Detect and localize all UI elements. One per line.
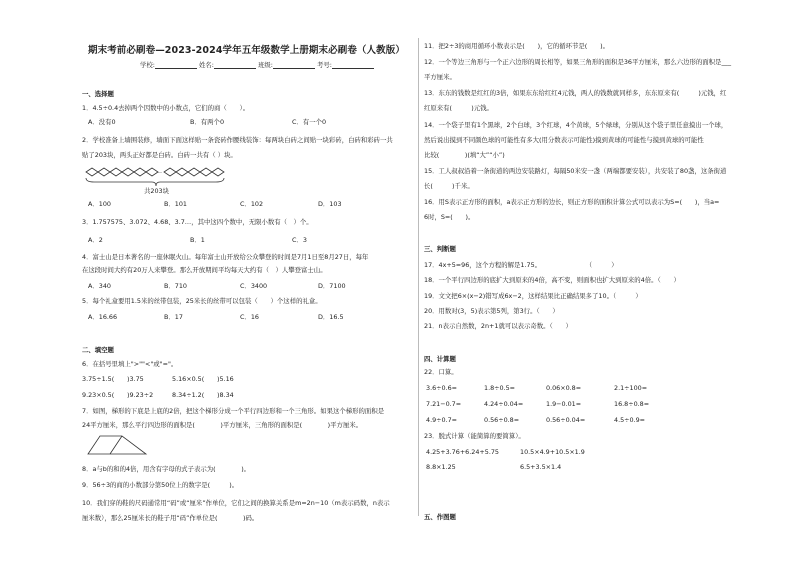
name-field[interactable]	[214, 68, 256, 69]
section-draw: 五、作图题	[424, 513, 456, 521]
school-field[interactable]	[155, 68, 197, 69]
q4-option-d: D．7100	[318, 282, 346, 290]
question-1: 1．4.5÷0.4去掉两个因数中的小数点，它们的商（ ）。	[82, 104, 250, 112]
q23-item: 4.25+3.76+6.24+5.75	[426, 448, 499, 456]
name-label: 姓名:	[198, 61, 214, 69]
question-14-line3: 比较( )(填“大”“小”)	[424, 151, 505, 159]
question-13-line2: 红原来有( )元钱。	[424, 104, 493, 112]
question-12-line2: 平方厘米。	[424, 73, 456, 81]
question-7-line2: 24平方厘米，那么平行四边形的面积是( )平方厘米，三角形的面积是( )平方厘米。	[82, 421, 363, 429]
q4-option-b: B．710	[164, 282, 187, 290]
question-16-line2: 6时，S=( )。	[424, 213, 475, 221]
question-5: 5．每个礼盒要用1.5米的丝带包装，25米长的丝带可以包装（ ）个这样的礼盒。	[82, 297, 322, 305]
q3-option-a: A．2	[88, 236, 103, 244]
q22-item: 16.8÷0.8=	[614, 400, 650, 408]
q22-item: 4.5÷0.9=	[614, 416, 646, 424]
question-2-line1: 2．学校准备上墙围装修，墙面下面这样贴一条瓷砖作腰线装饰：每两块白砖之间贴一块彩砖，白砖和彩砖一共	[82, 136, 393, 144]
question-4-line2: 在这段时间大约有20万人来攀登。那么开放期间平均每天大约有（ ）人攀登富士山。	[82, 266, 327, 274]
question-21: 21．n表示自然数，2n+1就可以表示奇数。（ ）	[424, 322, 572, 330]
q5-option-b: B．17	[164, 313, 183, 321]
q2-option-a: A．100	[88, 200, 111, 208]
question-7-line1: 7．如图，梯形的下底是上底的2倍，把这个梯形分成一个平行四边形和一个三角形。如果这个梯形的面积是	[82, 407, 385, 415]
question-17: 17．4x+5=96，这个方程的解是1.75。 （ ）	[424, 261, 618, 269]
section-fill: 二、填空题	[82, 346, 114, 354]
question-6: 6．在括号里填上">""<"或"="。	[82, 360, 178, 368]
class-label: 班级:	[257, 61, 273, 69]
question-15-line2: 长( )千米。	[424, 182, 474, 190]
question-2-line2: 贴了203块，两头正好都是白砖。白砖一共有（ ）块。	[82, 151, 237, 159]
q2-option-d: D．103	[318, 200, 342, 208]
q23-item: 8.8×1.25	[426, 463, 456, 471]
question-12-line1: 12．一个等边三角形与一个正六边形的周长相等，如果三角形的面积是36平方厘米，那么六边形的面积是___	[424, 58, 732, 66]
q22-item: 1.8÷0.5=	[484, 384, 516, 392]
q5-option-c: C．16	[240, 313, 259, 321]
svg-text:…: …	[156, 168, 162, 175]
q1-option-c: C．有一个0	[292, 118, 327, 126]
q2-caption: 共203块	[144, 187, 169, 195]
question-18: 18．一个平行四边形的底扩大到原来的4倍，高不变，则面积也扩大到原来的4倍。（ ）	[424, 276, 680, 284]
q22-item: 0.56÷0.04=	[546, 416, 586, 424]
section-calc: 四、计算题	[424, 355, 456, 363]
school-label: 学校:	[140, 61, 155, 69]
trapezoid-diagram	[86, 434, 150, 456]
q1-option-a: A．没有0	[88, 118, 116, 126]
question-20: 20．用数对(3，5)表示第5列，第3行。（ ）	[424, 307, 559, 315]
q6-item-1: 3.75÷1.5( )3.75	[82, 375, 144, 383]
q22-item: 4.24÷0.04=	[484, 400, 524, 408]
question-14-line2: 然后说出摸到不同颜色球的可能性有多大(用分数表示可能性)摸到黄球的可能性与摸到黄球的可能性	[424, 136, 704, 144]
q22-item: 1.9−0.01=	[546, 400, 582, 408]
q22-item: 3.6÷0.6=	[426, 384, 458, 392]
question-19: 19．文文把6×(x−2)错写成6x−2，这样结果比正确结果多了10。（ ）	[424, 292, 642, 300]
q4-option-c: C．3400	[240, 282, 268, 290]
question-23: 23．脱式计算（能简算的要简算）。	[424, 432, 525, 440]
student-info-line	[140, 60, 374, 69]
section-judge: 三、判断题	[424, 245, 456, 253]
q22-item: 0.56÷0.8=	[484, 416, 520, 424]
question-22: 22．口算。	[424, 368, 458, 376]
q22-item: 0.06×0.8=	[546, 384, 582, 392]
question-11: 11．把2÷3的商用循环小数表示是( )，它的循环节是( )。	[424, 42, 609, 50]
question-14-line1: 14．一个袋子里有1个黑球，2个白球，3个红球，4个黄球，5个绿球，分别从这个袋子里任意摸出一个球，	[424, 121, 728, 129]
exam-title: 期末考前必刷卷—2023-2024学年五年级数学上册期末必刷卷（人教版）	[88, 45, 405, 56]
question-8: 8．a与b的和的4倍，用含有字母的式子表示为( )。	[82, 465, 251, 473]
q4-option-a: A．340	[88, 282, 111, 290]
question-10-line1: 10．我们穿的鞋的尺码通常用“码”或“厘米”作单位，它们之间的换算关系是m=2n−10（m表示码数，n表示	[82, 499, 390, 507]
question-15-line1: 15．工人叔叔沿着一条街道的两边安装路灯，每隔50米安一盏（两端都要安装），共安装了80盏，这条街道	[424, 167, 727, 175]
q22-item: 4.9÷0.7=	[426, 416, 458, 424]
q23-item: 10.5×4.9+10.5×1.9	[520, 448, 585, 456]
column-divider	[418, 38, 419, 516]
q22-item: 7.21−0.7=	[426, 400, 462, 408]
q6-item-4: 8.34÷1.2( )8.34	[172, 391, 234, 399]
question-4-line1: 4．富士山是日本著名的一座休眠火山。每年富士山开放给公众攀登的时间是7月1日至8月27日，每年	[82, 253, 369, 261]
q2-option-c: C．102	[240, 200, 264, 208]
q22-item: 2.1÷100=	[614, 384, 648, 392]
q2-option-b: B．101	[164, 200, 187, 208]
question-10-line2: 厘米数），那么25厘米长的鞋子用“码”作单位是( )码。	[82, 514, 259, 522]
question-3: 3．1.757575、3.072、4.6̇8、3.7̇…，其中这四个数中，无限小数有（ ）个。	[82, 218, 313, 226]
q3-option-c: C．3	[292, 236, 307, 244]
id-label: 考号:	[316, 61, 332, 69]
id-field[interactable]	[332, 68, 374, 69]
question-16-line1: 16．用S表示正方形的面积，a表示正方形的边长，则正方形的面积计算公式可以表示为S=( )，当a=	[424, 198, 720, 206]
question-9: 9．56÷3的商的小数部分第50位上的数字是( )。	[82, 481, 239, 489]
q23-item: 6.5+3.5×1.4	[520, 463, 562, 471]
q5-option-a: A．16.66	[88, 313, 118, 321]
q6-item-3: 9.23×0.5( )9.23÷2	[82, 391, 154, 399]
question-13-line1: 13．东东的钱数是红红的3倍，如果东东给红红4元钱，两人的钱数就同样多，东东原来有( )元钱，红	[424, 89, 727, 97]
q6-item-2: 5.16×0.5( )5.16	[172, 375, 234, 383]
q1-option-b: B．有两个0	[190, 118, 225, 126]
q3-option-b: B．1	[190, 236, 205, 244]
q5-option-d: D．16.5	[318, 313, 344, 321]
section-choice: 一、选择题	[82, 90, 114, 98]
class-field[interactable]	[273, 68, 315, 69]
